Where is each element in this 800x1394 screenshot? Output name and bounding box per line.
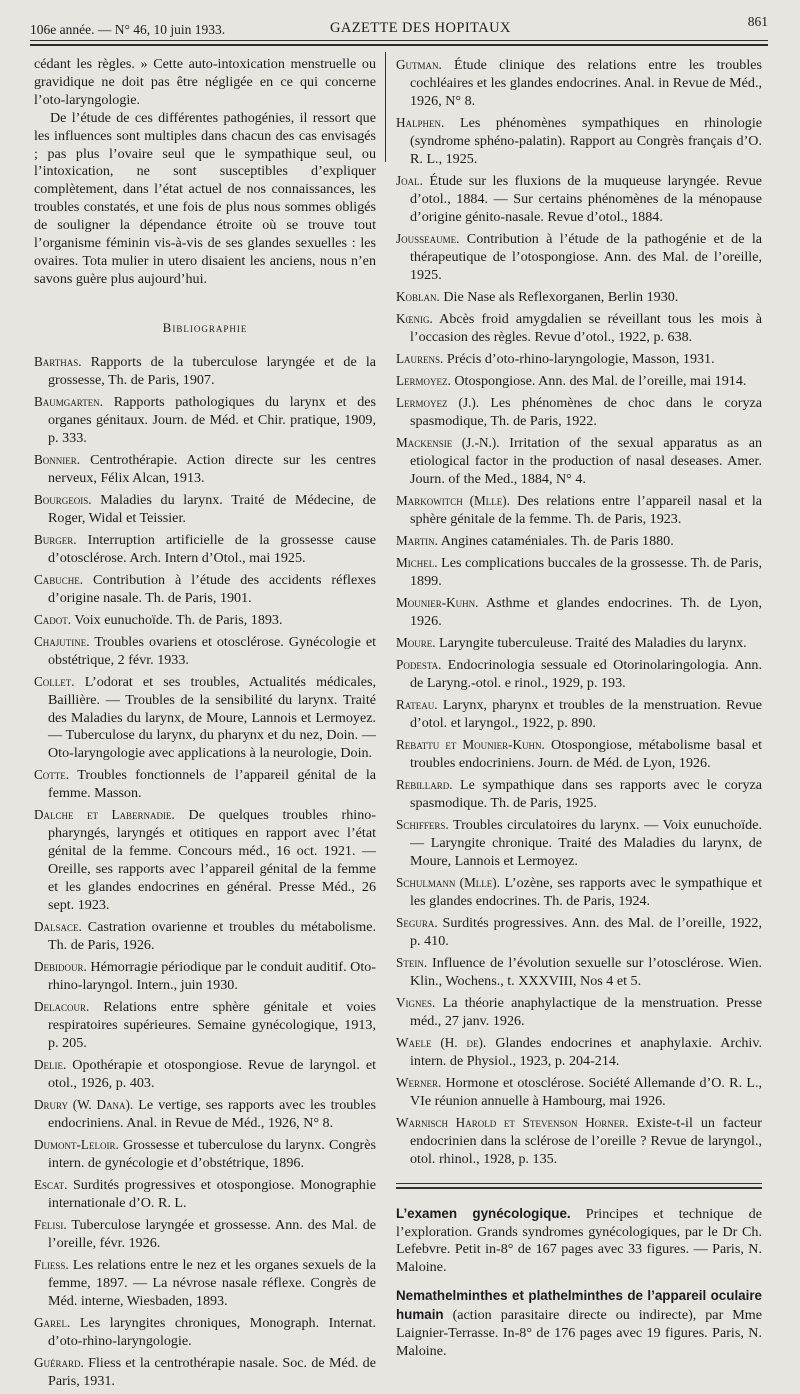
entry-reference: Étude clinique des relations entre les troubles cochléaires et les glandes endocrines. Anal. in Revue de Méd., 1926, N° 8. (410, 57, 762, 109)
bibliography-entry (396, 394, 762, 431)
bibliography-entry (396, 434, 762, 489)
bibliography-entry (396, 954, 762, 991)
entry-reference: Rapports de la tuberculose laryngée et de la grossesse, Th. de Paris, 1907. (48, 353, 376, 388)
entry-reference: Otospongiose, métabolisme basal et troubles endocriniens. Journ. de Méd. de Lyon, 1926. (410, 737, 762, 771)
bibliography-entry (34, 998, 376, 1053)
bibliography-entry (34, 1354, 376, 1391)
bibliography-entry (34, 571, 376, 608)
bibliography-entry (34, 633, 376, 670)
entry-author: Rateau. (396, 697, 438, 712)
bibliography-entry (34, 1056, 376, 1093)
entry-reference: Glandes endocrines et anaphylaxie. Archiv. intern. de Physiol., 1923, p. 204-214. (410, 1034, 762, 1069)
entry-reference: Hormone et otosclérose. Société Allemande d’O. R. L., VIe réunion annuelle à Hambourg, mai 1926. (410, 1074, 762, 1109)
entry-reference: Contribution à l’étude de la pathogénie et de la thérapeutique de l’otospongiose. Ann. des Mal. de l’oreille, 1925. (410, 230, 762, 283)
entry-reference: Les phénomènes de choc dans le coryza spasmodique, Th. de Paris, 1922. (410, 394, 762, 429)
conclusion-paragraph: De l’étude de ces différentes pathogénies, il ressort que les influences sont multiples dans chacun des cas envisagés ; pas plus l’ovaire seul que le sympathique seul, ou l’intoxication, ne sont susceptibles d’expliquer complètement, dans l’état actuel de nos connaissances, les troubles constatés, et une fois de plus nous sommes obligés de souligner la dépendance étroite où se trouve tout l’organisme féminin vis-à-vis de ses glandes sexuelles : les ovaires. Tota mulier in utero disaient les anciens, nous n’en savons guère plus aujourd’hui. (34, 109, 376, 287)
entry-reference: Maladies du larynx. Traité de Médecine, de Roger, Widal et Teissier. (48, 491, 376, 526)
entry-author: Dumont-Leloir. (34, 1136, 119, 1152)
bibliography-entry (34, 673, 376, 764)
bibliography-entry (34, 1256, 376, 1311)
entry-reference: Angines cataméniales. Th. de Paris 1880. (437, 532, 674, 549)
bibliography-entry (34, 393, 376, 448)
section-separator (396, 1183, 762, 1189)
entry-author: Joal. (396, 172, 423, 188)
entry-reference: Troubles circulatoires du larynx. — Voix eunuchoïde. — Laryngite chronique. Traité des Maladies du larynx, de Moure, Lannois et Lermoyez. (410, 817, 762, 869)
entry-author: Podesta. (396, 657, 442, 672)
journal-title: GAZETTE DES HOPITAUX (330, 20, 511, 36)
entry-reference: Endocrinologia sessuale ed Otorinolaringologia. Ann. de Laryng.-otol. e rinol., 1929, p. 193. (410, 657, 762, 691)
notice-title: Nemathelminthes et plathelminthes de l’appareil oculaire humain (396, 1288, 762, 1323)
bibliography-entry (396, 230, 762, 285)
bibliography-entry (396, 492, 762, 529)
book-notices (396, 1205, 762, 1361)
bibliography-entry (34, 451, 376, 488)
entry-reference: Asthme et glandes endocrines. Th. de Lyon, 1926. (410, 594, 762, 629)
entry-author: Drury (W. Dana). (34, 1096, 134, 1112)
entry-reference: Die Nase als Reflexorganen, Berlin 1930. (439, 288, 679, 305)
entry-author: Rebillard. (396, 777, 453, 792)
bibliography-left (34, 353, 376, 1391)
entry-author: Delie. (34, 1056, 67, 1072)
entry-author: Burger. (34, 531, 77, 547)
entry-author: Cadot. (34, 611, 72, 627)
entry-author: Halphen. (396, 114, 445, 130)
entry-reference: Abcès froid amygdalien se réveillant tous les mois à l’occasion des règles. Revue d’otol., 1922, p. 638. (410, 310, 762, 345)
entry-reference: L’ozène, ses rapports avec le sympathique et les glandes endocrines. Th. de Paris, 1924. (410, 874, 762, 909)
bibliography-entry (396, 172, 762, 227)
entry-author: Martin. (396, 532, 438, 548)
entry-reference: Existe-t-il un facteur endocrinien dans la sclérose de l’oreille ? Revue de laryngol., otol. rhinol., 1928, p. 135. (410, 1114, 762, 1167)
bibliography-entry (396, 656, 762, 693)
header-rule-thick (30, 44, 768, 46)
entry-author: Jousseaume. (396, 230, 460, 246)
entry-author: Gutman. (396, 57, 442, 72)
bibliography-entry (396, 776, 762, 813)
entry-author: Dalche et Labernadie. (34, 807, 175, 823)
bibliography-entry (34, 806, 376, 914)
entry-reference: Les relations entre le nez et les organes sexuels de la femme, 1897. — La névrose nasale réflexe. Congrès de Méd. interne, Wiesbaden, 1893. (48, 1256, 376, 1309)
bibliography-title: Bibliographie (162, 319, 248, 335)
bibliography-entry (34, 958, 376, 995)
entry-author: Fliess. (34, 1256, 69, 1272)
entry-author: Schulmann (Mlle). (396, 874, 500, 890)
entry-reference: Des relations entre l’appareil nasal et la sphère génitale de la femme. Th. de Paris, 1923. (410, 492, 762, 527)
entry-author: Barthas. (34, 353, 82, 369)
bibliography-entry (34, 353, 376, 390)
entry-reference: Larynx, pharynx et troubles de la menstruation. Revue d’otol. et laryngol., 1922, p. 890. (410, 697, 762, 731)
bibliography-entry (396, 634, 762, 653)
bibliography-entry (396, 554, 762, 591)
issue-info: 106e année. — N° 46, 10 juin 1933. (30, 22, 226, 37)
left-column (34, 56, 376, 1394)
entry-reference: Les laryngites chroniques, Monograph. Internat. d’oto-rhino-laryngologie. (48, 1314, 376, 1349)
bibliography-entry (396, 696, 762, 733)
bibliography-entry (396, 310, 762, 347)
entry-author: Dalsace. (34, 919, 82, 935)
bibliography-entry (34, 1176, 376, 1213)
notice-text: (action parasitaire directe ou indirecte), par Mme Laignier-Terrasse. In-8° de 176 pages avec 19 figures. Paris, N. Maloine. (396, 1307, 762, 1359)
entry-reference: Hémorragie périodique par le conduit auditif. Oto-rhino-laryngol. Intern., juin 1930. (48, 959, 376, 993)
entry-author: Waele (H. de). (396, 1034, 487, 1050)
bibliography-entry (396, 594, 762, 631)
intro-paragraph: cédant les règles. » Cette auto-intoxication menstruelle ou gravidique ne doit pas être négligée en ce qui concerne l’oto-laryngologie. (34, 56, 376, 108)
entry-reference: Troubles ovariens et otosclérose. Gynécologie et obstétrique, 2 févr. 1933. (48, 633, 376, 668)
entry-author: Mackensie (J.-N.). (396, 434, 500, 450)
entry-author: Escat. (34, 1176, 68, 1192)
notice-title: L’examen gynécologique. (396, 1205, 571, 1221)
header-rule (30, 40, 768, 41)
entry-reference: Castration ovarienne et troubles du métabolisme. Th. de Paris, 1926. (48, 919, 376, 953)
entry-author: Moure. (396, 634, 436, 650)
bibliography-entry (34, 918, 376, 955)
entry-author: Stein. (396, 954, 428, 970)
bibliography-entry (34, 1216, 376, 1253)
bibliography-entry (34, 531, 376, 568)
entry-reference: Troubles fonctionnels de l’appareil génital de la femme. Masson. (48, 767, 376, 802)
entry-reference: De quelques troubles rhino-pharyngés, laryngés et otitiques en rapport avec l’état génital de la femme. Concours méd., 16 oct. 1921. — Oreille, ses rapports avec l’appareil génital de la femme et les glandes endocrines en général. Presse Méd., 26 sept. 1923. (48, 807, 376, 913)
entry-reference: Étude sur les fluxions de la muqueuse laryngée. Revue d’otol., 1884. — Sur certains phénomènes de la ménopause d’origine génito-nasale. Revue d’otol., 1884. (410, 172, 762, 225)
entry-author: Delacour. (34, 999, 90, 1015)
bibliography-entry (34, 1136, 376, 1173)
bibliography-entry (396, 532, 762, 551)
entry-author: Vignes. (396, 994, 436, 1010)
bibliography-entry (396, 1074, 762, 1111)
bibliography-entry (396, 914, 762, 951)
bibliography-entry (34, 611, 376, 630)
entry-reference: Fliess et la centrothérapie nasale. Soc. de Méd. de Paris, 1931. (48, 1354, 376, 1389)
entry-reference: Opothérapie et otospongiose. Revue de laryngol. et otol., 1926, p. 403. (48, 1056, 376, 1091)
entry-author: Chajutine. (34, 633, 90, 649)
entry-reference: Centrothérapie. Action directe sur les centres nerveux, Félix Alcan, 1913. (48, 451, 376, 486)
entry-author: Laurens. (396, 350, 444, 366)
page-number: 861 (747, 14, 768, 29)
entry-reference: Tuberculose laryngée et grossesse. Ann. des Mal. de l’oreille, févr. 1926. (48, 1216, 376, 1251)
entry-reference: Relations entre sphère génitale et voies respiratoires supérieures. Semaine gynécologique, 1913, p. 205. (48, 999, 376, 1051)
entry-reference: Contribution à l’étude des accidents réflexes d’origine nasale. Th. de Paris, 1901. (48, 571, 376, 606)
entry-reference: Surdités progressives. Ann. des Mal. de l’oreille, 1922, p. 410. (410, 914, 762, 949)
bibliography-entry (396, 372, 762, 391)
column-divider (385, 52, 386, 162)
entry-reference: Surdités progressives et otospongiose. Monographie internationale d’O. R. L. (48, 1176, 376, 1211)
entry-reference: Le vertige, ses rapports avec les troubles endocriniens. Anal. in Revue de Méd., 1926, N° 8. (48, 1096, 377, 1131)
entry-reference: La théorie anaphylactique de la menstruation. Presse méd., 27 janv. 1926. (410, 994, 762, 1029)
bibliography-entry (34, 491, 376, 528)
entry-author: Mounier-Kuhn. (396, 594, 479, 610)
bibliography-entry (396, 874, 762, 911)
entry-reference: Les phénomènes sympathiques en rhinologie (syndrome sphéno-palatin). Rapport au Congrès français d’O. R. L., 1925. (410, 114, 762, 167)
entry-author: Markowitch (Mlle). (396, 492, 510, 508)
entry-reference: Grossesse et tuberculose du larynx. Congrès intern. de gynécologie et d’obstétrique, 1896. (48, 1136, 376, 1171)
entry-reference: Otospongiose. Ann. des Mal. de l’oreille, mai 1914. (450, 372, 747, 389)
entry-reference: Laryngite tuberculeuse. Traité des Maladies du larynx. (435, 634, 747, 651)
entry-reference: Précis d’oto-rhino-laryngologie, Masson, 1931. (443, 350, 715, 367)
right-column (396, 56, 762, 1371)
book-notice (396, 1205, 762, 1278)
entry-author: Warnisch Harold et Stevenson Horner. (396, 1114, 629, 1130)
bibliography-entry (396, 816, 762, 871)
entry-author: Collet. (34, 673, 75, 689)
entry-reference: Les complications buccales de la grossesse. Th. de Paris, 1899. (410, 554, 762, 589)
entry-author: Guérard. (34, 1354, 84, 1370)
entry-author: Cabuche. (34, 571, 84, 587)
bibliography-entry (34, 766, 376, 803)
entry-author: Garel. (34, 1314, 71, 1330)
notice-text: Principes et technique de l’exploration. Grands syndromes gynécologiques, par le Dr Ch. Lefebvre. Petit in-8° de 167 pages avec 33 figures. — Paris, N. Maloine. (396, 1205, 762, 1276)
bibliography-entry (34, 1096, 376, 1133)
entry-reference: Interruption artificielle de la grossesse cause d’otosclérose. Arch. Intern d’Otol., mai 1925. (48, 531, 376, 566)
bibliography-entry (396, 1114, 762, 1169)
entry-reference: L’odorat et ses troubles, Actualités médicales, Baillière. — Troubles de la sensibilité du larynx. Traité des Maladies du larynx, de Moure, Lannois et Lermoyez. — Tuberculose du larynx, du pharynx et du nez, Doin. — Oto-laryngologie avec applications à la neurologie, Doin. (48, 673, 376, 762)
entry-author: Baumgarten. (34, 393, 104, 409)
bibliography-entry (396, 114, 762, 169)
entry-author: Bourgeois. (34, 491, 92, 507)
entry-author: Rebattu et Mounier-Kuhn. (396, 737, 545, 752)
bibliography-entry (396, 736, 762, 773)
bibliography-right (396, 56, 762, 1169)
entry-author: Schiffers. (396, 817, 449, 832)
entry-reference: Influence de l’évolution sexuelle sur l’otosclérose. Wien. Klin., Wochens., t. XXXVIII, Nos 4 et 5. (410, 954, 762, 989)
entry-reference: Irritation of the sexual apparatus as an etiological factor in the production of nasal deseases. Amer. Journ. of the Med., 1884, N° 4. (410, 434, 762, 487)
entry-author: Lermoyez. (396, 372, 451, 388)
entry-author: Werner. (396, 1074, 442, 1090)
entry-author: Felisi. (34, 1216, 67, 1232)
bibliography-entry (396, 288, 762, 307)
entry-reference: Rapports pathologiques du larynx et des organes génitaux. Journ. de Méd. et Chir. pratique, 1909, p. 333. (48, 393, 376, 446)
entry-author: Segura. (396, 914, 438, 930)
entry-author: Cotte. (34, 767, 70, 783)
entry-author: Debidour. (34, 959, 87, 975)
entry-author: Koblan. (396, 288, 440, 304)
bibliography-entry (396, 994, 762, 1031)
entry-author: Michel. (396, 554, 438, 570)
entry-reference: Voix eunuchoïde. Th. de Paris, 1893. (71, 611, 283, 628)
bibliography-entry (396, 350, 762, 369)
bibliography-entry (396, 1034, 762, 1071)
bibliography-entry (396, 56, 762, 111)
entry-reference: Le sympathique dans ses rapports avec le coryza spasmodique. Th. de Paris, 1925. (410, 777, 762, 811)
entry-author: Lermoyez (J.). (396, 394, 480, 410)
bibliography-entry (34, 1314, 376, 1351)
entry-author: Kœnig. (396, 310, 433, 326)
entry-author: Bonnier. (34, 451, 81, 467)
book-notice (396, 1287, 762, 1361)
